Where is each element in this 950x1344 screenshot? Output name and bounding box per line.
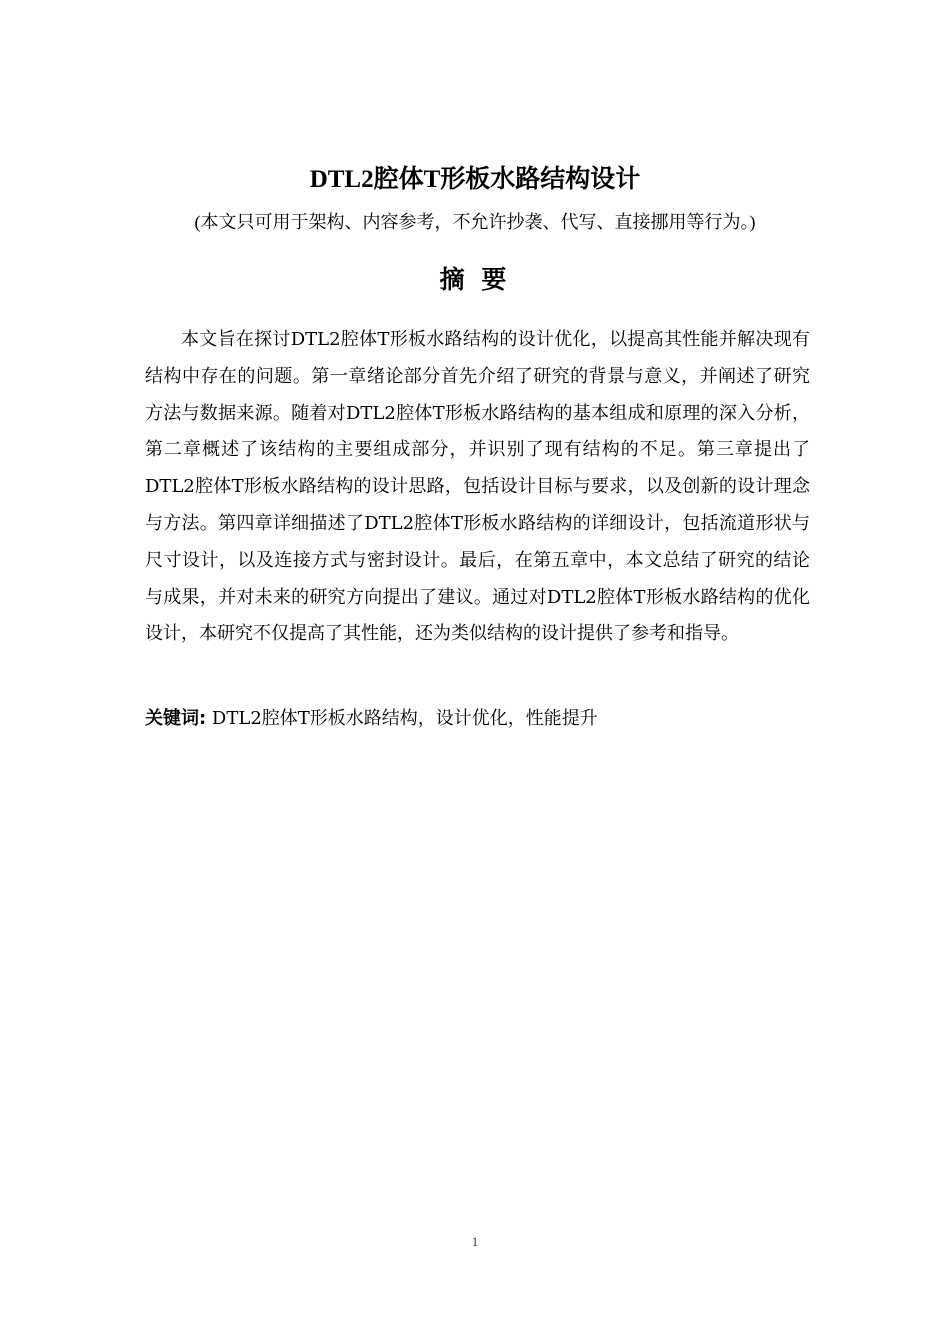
document-title: DTL2腔体T形板水路结构设计 bbox=[309, 166, 641, 193]
abstract-heading: 摘 要 bbox=[439, 265, 511, 294]
page-number: 1 bbox=[471, 1234, 479, 1249]
keywords-label: 关键词: bbox=[145, 708, 207, 729]
keywords-text: DTL2腔体T形板水路结构，设计优化，性能提升 bbox=[206, 708, 598, 729]
keywords-line bbox=[145, 703, 810, 735]
abstract-paragraph: 本文旨在探讨DTL2腔体T形板水路结构的设计优化，以提高其性能并解决现有结构中存在的问题。第一章绪论部分首先介绍了研究的背景与意义，并阐述了研究方法与数据来源。随着对DTL2腔体T形板水路结构的基本组成和原理的深入分析，第二章概述了该结构的主要组成部分，并识别了现有结构的不足。第三章提出了DTL2腔体T形板水路结构的设计思路，包括设计目标与要求，以及创新的设计理念与方法。第四章详细描述了DTL2腔体T形板水路结构的详细设计，包括流道形状与尺寸设计，以及连接方式与密封设计。最后，在第五章中，本文总结了研究的结论与成果，并对未来的研究方向提出了建议。通过对DTL2腔体T形板水路结构的优化设计，本研究不仅提高了其性能，还为类似结构的设计提供了参考和指导。 bbox=[145, 329, 810, 645]
document-subtitle: (本文只可用于架构、内容参考，不允许抄袭、代写、直接挪用等行为。) bbox=[194, 212, 756, 232]
